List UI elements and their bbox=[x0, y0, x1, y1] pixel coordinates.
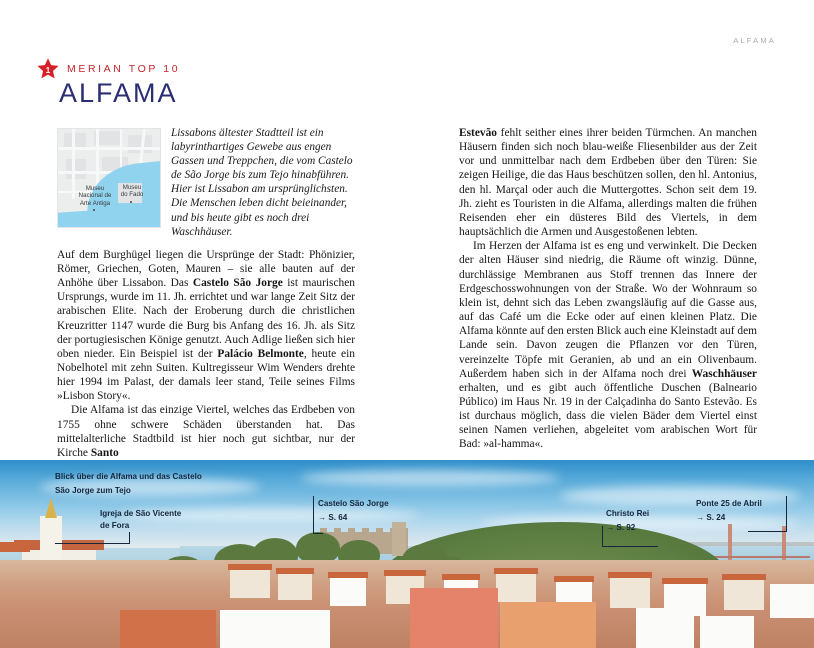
leader-line-ponte-v bbox=[786, 496, 788, 532]
callout-ponte-25-de-abril: Ponte 25 de Abril → S. 24 bbox=[696, 499, 762, 522]
kicker-label: MERIAN TOP 10 bbox=[67, 63, 181, 75]
intro-text: Lissabons ältester Stadtteil ist ein labyrinthartiges Gewebe aus engen Gassen und Treppchen, die vom Castelo de São Jorge bis zum Tejo hinabführen. Hier ist Lissabon am ursprünglichsten. Die Menschen leben dicht beieinander, und bis heute gibt es noch drei Waschhäuser. bbox=[171, 127, 353, 238]
running-head: ALFAMA bbox=[733, 36, 776, 45]
locator-map bbox=[57, 128, 161, 228]
right-column bbox=[459, 126, 757, 452]
leader-line-christo-h bbox=[602, 546, 658, 548]
leader-line-castelo-v bbox=[313, 496, 315, 534]
leader-line-ponte-h bbox=[748, 531, 787, 533]
callout-christo-rei: Christo Rei → S. 92 bbox=[606, 509, 650, 532]
leader-line-castelo-h bbox=[313, 533, 323, 535]
pink-building bbox=[410, 588, 498, 648]
page-title: ALFAMA bbox=[59, 78, 178, 108]
intro-block bbox=[57, 126, 355, 248]
castle-tower bbox=[392, 522, 406, 556]
photo-caption: Blick über die Alfama und das Castelo São Jorge zum Tejo bbox=[55, 472, 202, 495]
panorama-photo bbox=[0, 460, 814, 648]
map-label-museu-do-fado: Museu do Fado bbox=[120, 184, 144, 199]
callout-castelo-sao-jorge: Castelo São Jorge → S. 64 bbox=[318, 499, 389, 522]
map-dot-museu-do-fado bbox=[130, 201, 132, 203]
star-badge-icon bbox=[36, 57, 60, 81]
map-label-museu-nacional: Museu Nacional de Arte Antiga bbox=[78, 185, 112, 207]
orange-building bbox=[500, 602, 596, 648]
church-spire bbox=[45, 498, 57, 518]
bridge-deck bbox=[706, 556, 810, 558]
right-paragraph-2: Im Herzen der Alfama ist es eng und verwinkelt. Die Decken der alten Häuser sind niedrig, die Räume oft winzig. Dünne, durchlässige Membranen aus Stoff trennen das Innere der Erdgeschosswohnungen von der Straße. Wo der Wohnraum so klein ist, dehnt sich das Leben zwangsläufig auf die Gasse aus, auf das Café um die Ecke oder auf einen kleinen Platz. Die Alfama könnte auf den ersten Blick auch eine Kleinstadt auf dem Lande sein. Davon zeugen die Pflanzen vor den Türen, vereinzelte Töpfe mit Geranien, ab und an ein Olivenbaum. Außerdem haben sich in der Alfama noch drei Waschhäuser erhalten, und es gibt auch öffentliche Duschen (Balneario Público) im Haus Nr. 19 in der Calçadinha do Santo Estevão. Es ist durchaus möglich, dass die vielen Bäder dem Viertel einst seinen Namen verliehen, abgeleitet vom arabischen Wort für Bad: »al-hamma«. bbox=[459, 240, 757, 451]
left-paragraph-1: Auf dem Burghügel liegen die Ursprünge der Stadt: Phönizier, Römer, Griechen, Goten, Mauren – sie alle bauten auf der Anhöhe über Lissabon. Das Castelo São Jorge ist maurischen Ursprungs, wurde im 11. Jh. errichtet und war lange Zeit Sitz der arabischen Elite. Nach der Eroberung durch die christlichen Kreuzritter 1147 wurde die Burg bis Anfang des 16. Jh. als Sitz der portugiesischen Könige genutzt. Auch Adlige ließen sich hier oben nieder. Ein Beispiel ist der Palácio Belmonte, heute ein Nobelhotel mit zehn Suiten. Kultregisseur Wim Wenders drehte hier 1994 im Palast, der damals leer stand, Teile seines Films »Lisbon Story«. bbox=[57, 248, 355, 403]
right-paragraph-1: Estevão fehlt seither eines ihrer beiden Türmchen. An manchen Häusern finden sich noch blau-weiße Fliesenbilder aus der Zeit vor und unmittelbar nach dem Erdbeben über den Türen: Sie zeigen Heilige, die das Haus beschützen sollen, den hl. Antonius, den hl. Marçal oder auch die Muttergottes. Schon seit dem 19. Jh. zieht es Touristen in die Alfama, allerdings malten die frühen Reisenden eher ein düsteres Bild des Viertels, in dem hauptsächlich die Armen und Ausgestoßenen lebten. bbox=[459, 127, 757, 239]
left-paragraph-2: Die Alfama ist das einzige Viertel, welches das Erdbeben von 1755 ohne schwere Schäden überstanden hat. Das mittelalterliche Stadtbild ist hier noch gut sichtbar, nur der Kirche Santo bbox=[57, 404, 355, 459]
leader-line-christo-v bbox=[602, 526, 604, 546]
left-column bbox=[57, 126, 355, 460]
callout-igreja-sao-vicente: Igreja de São Vicente de Fora bbox=[100, 509, 182, 530]
map-dot-museu-nacional bbox=[93, 209, 95, 211]
leader-line-igreja-h bbox=[55, 543, 130, 545]
church-tower bbox=[40, 516, 62, 562]
kicker-row bbox=[36, 58, 180, 80]
star-badge-number: 1 bbox=[45, 65, 51, 75]
bridge-tower-left bbox=[728, 524, 732, 564]
